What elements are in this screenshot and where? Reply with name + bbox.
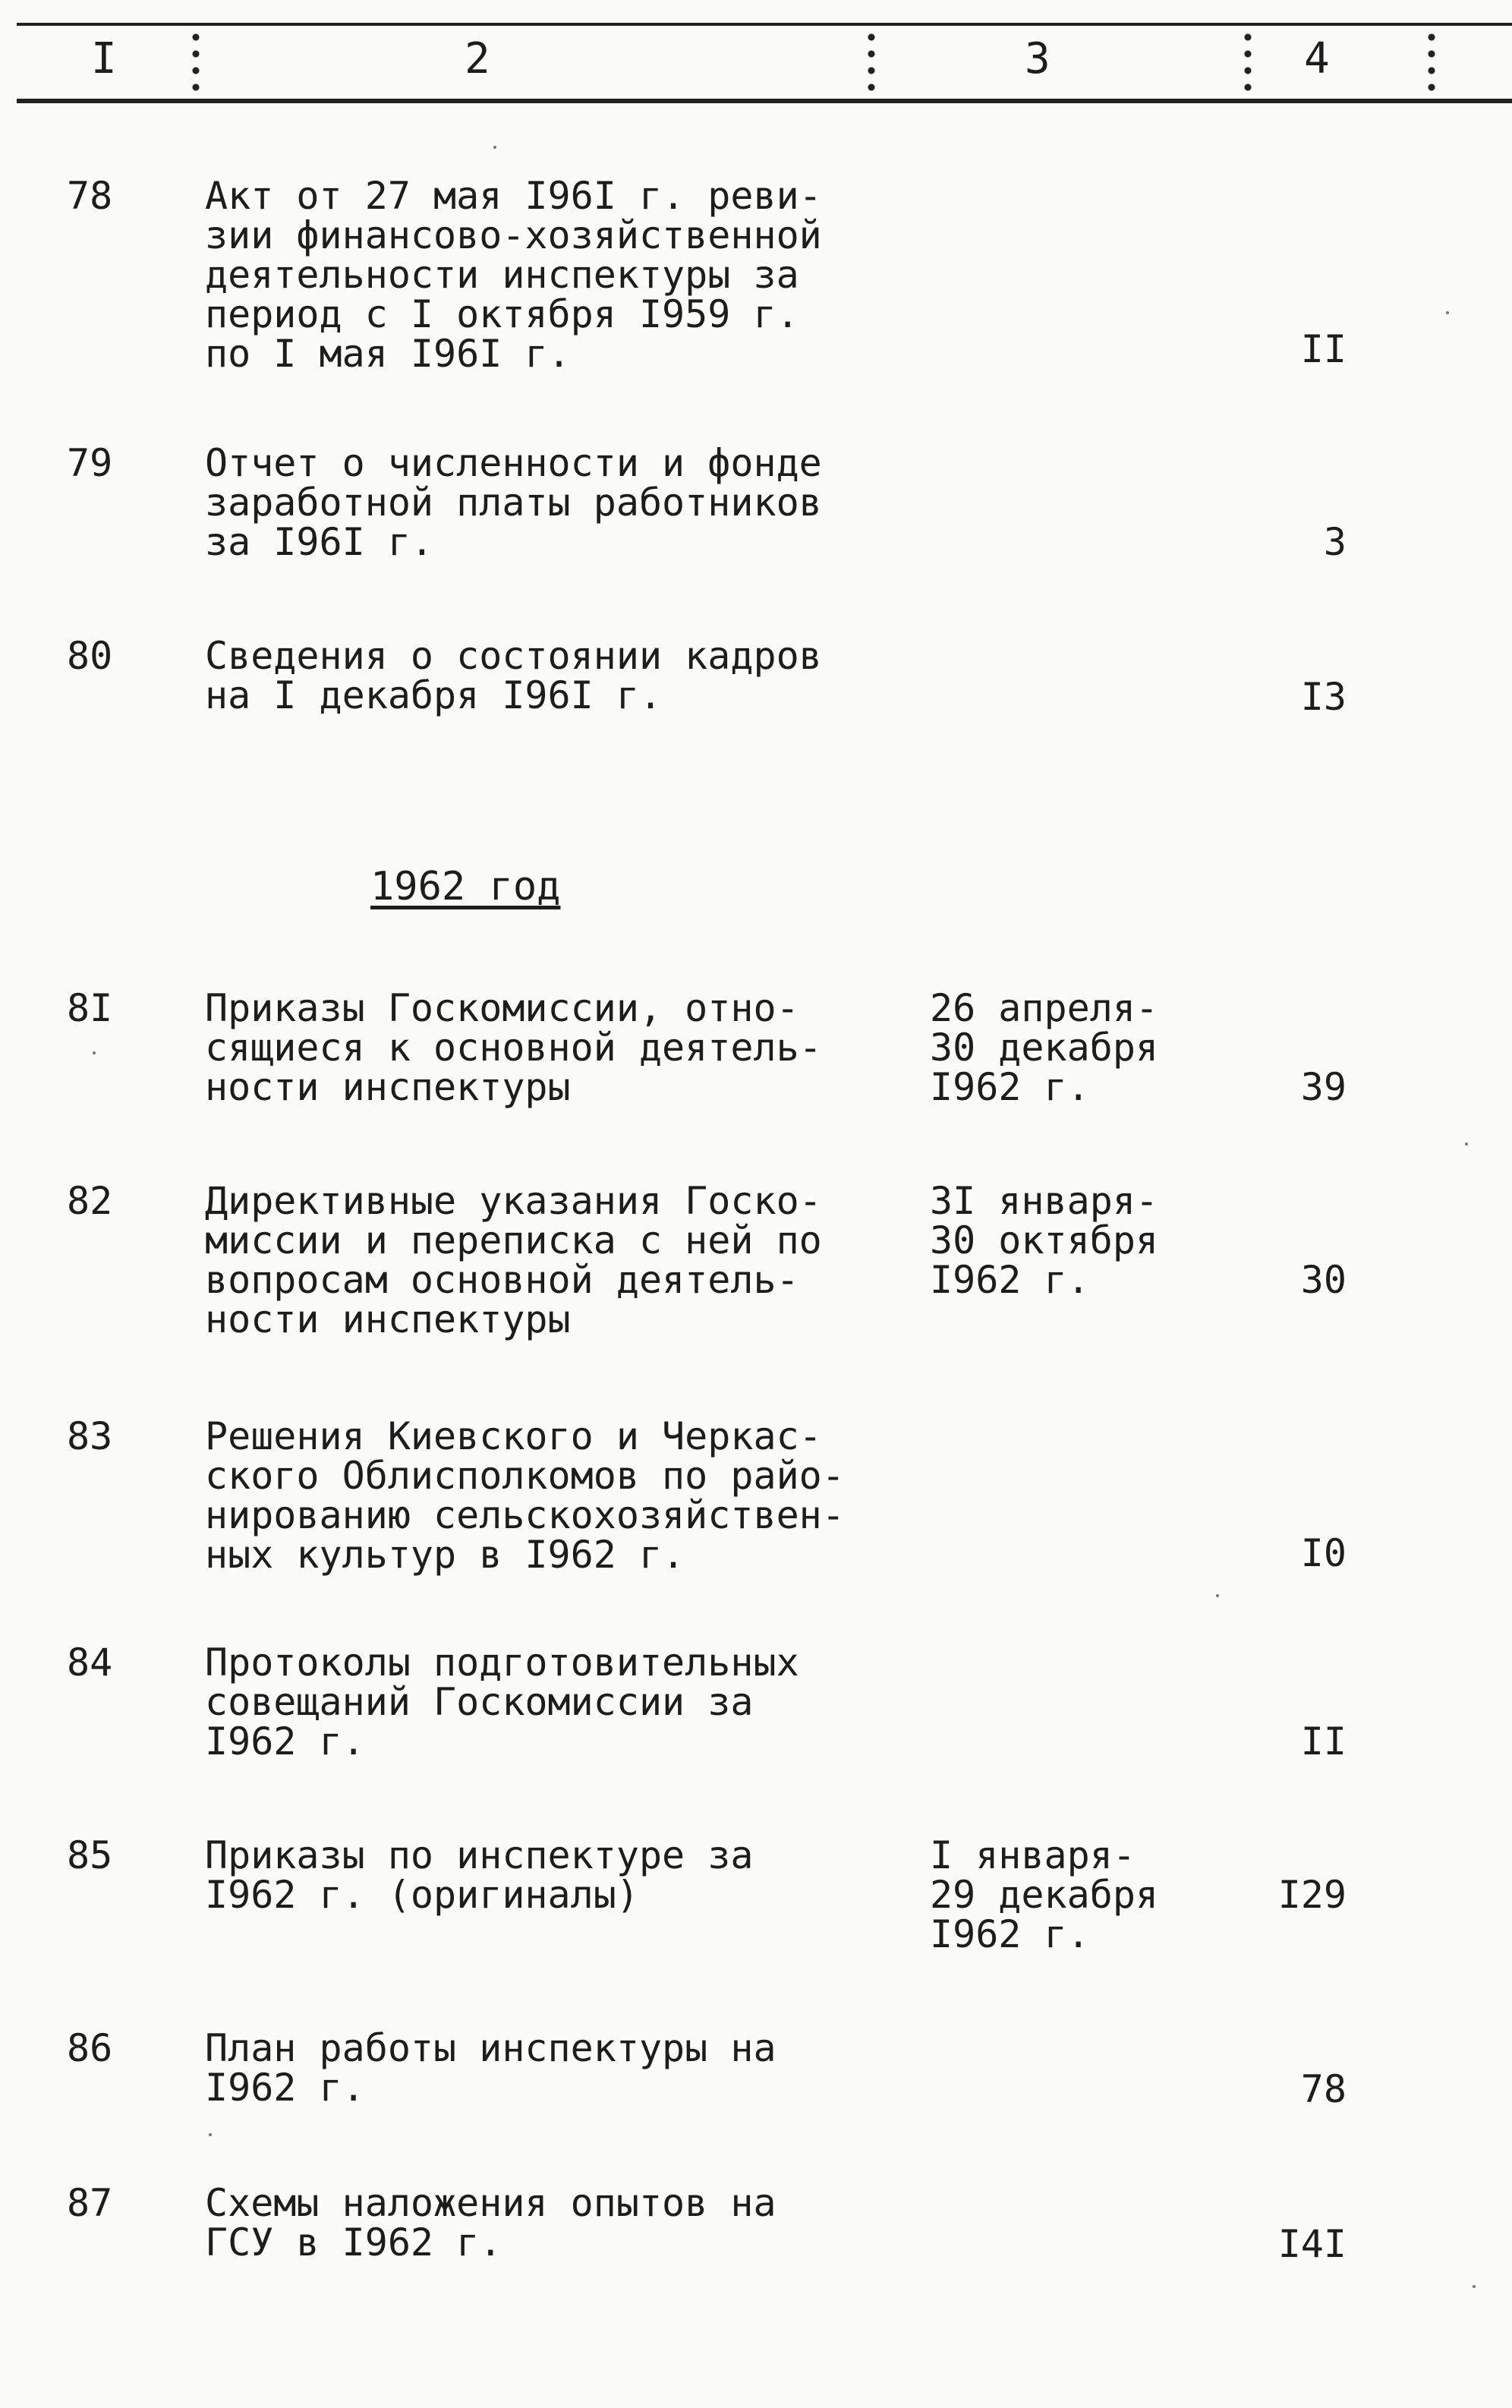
entry-sheet-count: I4I	[1277, 2222, 1347, 2266]
entry-description: Решения Киевского и Черкас- ского Облисполкомов по райо- нированию сельскохозяйствен- ных культур в I962 г.	[205, 1414, 845, 1577]
entry-dates: 26 апреля- 30 декабря I962 г.	[930, 986, 1159, 1109]
entry-dates: I января- 29 декабря I962 г.	[930, 1833, 1159, 1956]
entry-sheet-count: 30	[1300, 1258, 1347, 1302]
entry-number: 83	[67, 1414, 113, 1458]
entry-number: 86	[67, 2026, 113, 2070]
entry-number: 8I	[67, 986, 113, 1030]
entry-description: Приказы по инспектуре за I962 г. (оригиналы)	[205, 1833, 754, 1917]
entry-sheet-count: 3	[1323, 520, 1347, 564]
entry-description: Приказы Госкомиссии, отно- сящиеся к основной деятель- ности инспектуры	[205, 986, 822, 1109]
header-col-3: 3	[1025, 34, 1051, 84]
paper-speck	[1465, 1143, 1468, 1146]
entry-sheet-count: II	[1300, 1719, 1347, 1763]
entry-description: План работы инспектуры на I962 г.	[205, 2026, 776, 2110]
entry-description: Протоколы подготовительных совещаний Госкомиссии за I962 г.	[205, 1641, 799, 1763]
entry-dates: 3I января- 30 октября I962 г.	[930, 1179, 1159, 1302]
entry-description: Отчет о численности и фонде заработной платы работников за I96I г.	[205, 441, 822, 564]
entry-number: 82	[67, 1179, 113, 1223]
header-bottom-rule	[17, 99, 1512, 103]
paper-speck	[1216, 1594, 1219, 1597]
paper-speck	[1446, 311, 1449, 314]
entry-number: 87	[67, 2181, 113, 2225]
entry-description: Акт от 27 мая I96I г. реви- зии финансово-хозяйственной деятельности инспектуры за период с I октября I959 г. по I мая I96I г.	[205, 174, 822, 376]
header-separator	[191, 29, 200, 97]
header-top-rule	[17, 23, 1512, 26]
header-separator	[867, 29, 876, 97]
entry-sheet-count: 78	[1300, 2067, 1347, 2111]
header-separator	[1427, 29, 1436, 97]
entry-sheet-count: I0	[1300, 1531, 1347, 1575]
paper-speck	[493, 146, 496, 149]
entry-sheet-count: 39	[1300, 1065, 1347, 1109]
year-heading: 1962 год	[370, 864, 561, 909]
paper-speck	[1473, 2285, 1476, 2288]
entry-number: 84	[67, 1641, 113, 1685]
entry-description: Директивные указания Госко- миссии и переписка с ней по вопросам основной деятель- ности инспектуры	[205, 1179, 822, 1341]
entry-sheet-count: I3	[1300, 675, 1347, 719]
header-col-2: 2	[465, 34, 490, 84]
entry-description: Сведения о состоянии кадров на I декабря I96I г.	[205, 634, 822, 717]
entry-sheet-count: II	[1300, 327, 1347, 371]
entry-description: Схемы наложения опытов на ГСУ в I962 г.	[205, 2181, 776, 2265]
paper-speck	[209, 2133, 212, 2136]
header-col-4: 4	[1304, 34, 1330, 84]
entry-number: 80	[67, 634, 113, 678]
paper-speck	[93, 1051, 96, 1054]
entry-number: 78	[67, 174, 113, 218]
entry-number: 85	[67, 1833, 113, 1877]
header-col-1: I	[91, 34, 117, 84]
entry-sheet-count: I29	[1277, 1873, 1347, 1917]
entry-number: 79	[67, 441, 113, 485]
header-separator	[1243, 29, 1252, 97]
